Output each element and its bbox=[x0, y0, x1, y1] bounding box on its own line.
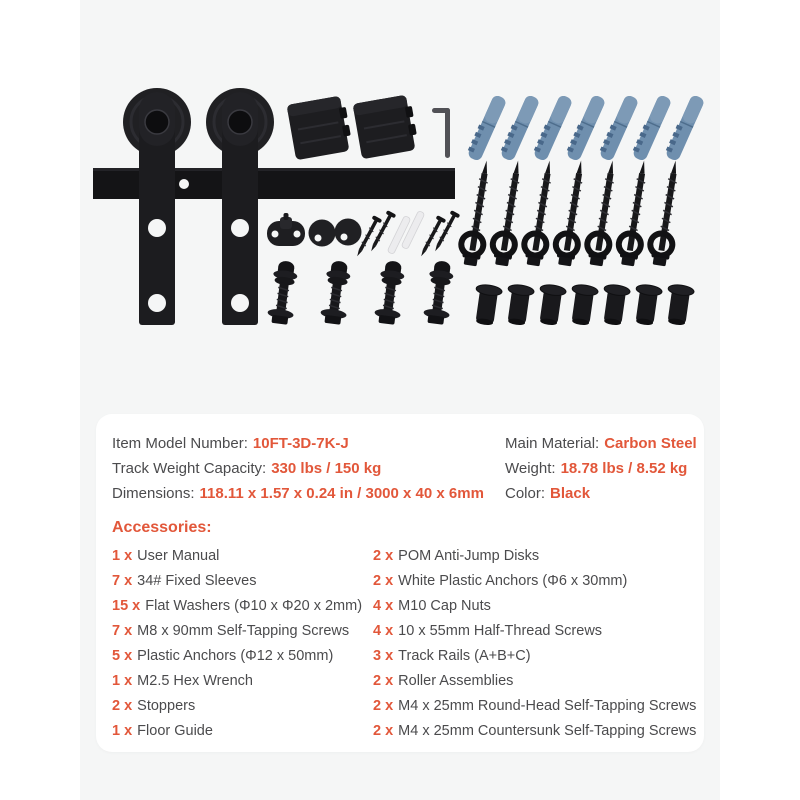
accessory-qty: 4 x bbox=[373, 623, 394, 639]
accessories-list-left bbox=[112, 544, 373, 744]
accessory-item bbox=[112, 594, 373, 619]
spec-row-material bbox=[505, 431, 697, 456]
accessory-item bbox=[373, 644, 696, 669]
accessory-item bbox=[373, 719, 696, 744]
spec-label: Color: bbox=[505, 485, 546, 502]
spec-row-weight bbox=[505, 456, 697, 481]
accessory-qty: 1 x bbox=[112, 548, 133, 564]
accessory-qty: 5 x bbox=[112, 648, 133, 664]
accessory-qty: 2 x bbox=[112, 698, 133, 714]
accessory-item bbox=[112, 619, 373, 644]
accessory-text: Flat Washers (Φ10 x Φ20 x 2mm) bbox=[145, 598, 363, 614]
accessory-item bbox=[112, 544, 373, 569]
accessory-qty: 2 x bbox=[373, 698, 394, 714]
accessory-item bbox=[373, 694, 696, 719]
accessory-text: M4 x 25mm Countersunk Self-Tapping Screws bbox=[398, 723, 697, 739]
accessory-qty: 2 x bbox=[373, 548, 394, 564]
spec-label: Weight: bbox=[505, 460, 556, 477]
accessory-item bbox=[373, 619, 696, 644]
accessory-text: M4 x 25mm Round-Head Self-Tapping Screws bbox=[398, 698, 697, 714]
spec-card bbox=[96, 414, 704, 752]
accessory-qty: 1 x bbox=[112, 673, 133, 689]
accessory-qty: 4 x bbox=[373, 598, 394, 614]
accessory-qty: 7 x bbox=[112, 623, 133, 639]
spec-value: 10FT-3D-7K-J bbox=[252, 435, 349, 452]
accessory-text: Floor Guide bbox=[137, 723, 213, 739]
spec-value: 330 lbs / 150 kg bbox=[271, 460, 382, 477]
accessory-qty: 2 x bbox=[373, 723, 394, 739]
fixed-sleeves bbox=[471, 283, 694, 326]
accessory-text: 10 x 55mm Half-Thread Screws bbox=[398, 623, 603, 639]
accessory-qty: 3 x bbox=[373, 648, 394, 664]
accessory-text: Track Rails (A+B+C) bbox=[398, 648, 531, 664]
accessory-text: Roller Assemblies bbox=[398, 673, 514, 689]
accessory-text: M2.5 Hex Wrench bbox=[137, 673, 253, 689]
accessory-text: M8 x 90mm Self-Tapping Screws bbox=[137, 623, 350, 639]
accessory-text: M10 Cap Nuts bbox=[398, 598, 491, 614]
spec-label: Main Material: bbox=[505, 435, 600, 452]
self-tapping-screws bbox=[458, 159, 685, 267]
bolt-assemblies bbox=[266, 260, 455, 326]
spec-column-right bbox=[505, 431, 697, 506]
accessory-text: Plastic Anchors (Φ12 x 50mm) bbox=[137, 648, 334, 664]
stopper-block-1 bbox=[287, 95, 354, 160]
spec-label: Track Weight Capacity: bbox=[112, 460, 267, 477]
spec-row-model bbox=[112, 431, 505, 456]
accessory-item bbox=[373, 594, 696, 619]
blue-plastic-anchors bbox=[465, 93, 705, 161]
accessory-item bbox=[112, 719, 373, 744]
accessory-text: POM Anti-Jump Disks bbox=[398, 548, 540, 564]
hex-wrench bbox=[432, 108, 450, 158]
spec-row-color bbox=[505, 481, 697, 506]
accessory-qty: 2 x bbox=[373, 573, 394, 589]
spec-value: 118.11 x 1.57 x 0.24 in / 3000 x 40 x 6mm bbox=[199, 485, 484, 502]
accessory-text: White Plastic Anchors (Φ6 x 30mm) bbox=[398, 573, 628, 589]
accessory-text: 34# Fixed Sleeves bbox=[137, 573, 257, 589]
floor-guide bbox=[267, 213, 305, 246]
spec-label: Dimensions: bbox=[112, 485, 195, 502]
accessory-item bbox=[373, 569, 696, 594]
product-photo bbox=[80, 0, 720, 410]
accessories-list-right bbox=[373, 544, 696, 744]
accessory-item bbox=[373, 669, 696, 694]
spec-value: 18.78 lbs / 8.52 kg bbox=[560, 460, 688, 477]
spec-value: Black bbox=[550, 485, 591, 502]
product-panel bbox=[80, 0, 720, 800]
accessories-heading: Accessories: bbox=[112, 519, 212, 536]
stopper-block-2 bbox=[353, 94, 420, 159]
accessories-section bbox=[112, 544, 697, 744]
spec-row-dimensions bbox=[112, 481, 505, 506]
accessory-text: Stoppers bbox=[137, 698, 196, 714]
accessory-qty: 15 x bbox=[112, 598, 141, 614]
accessory-item bbox=[373, 544, 696, 569]
roller-assembly-1 bbox=[123, 88, 191, 325]
accessory-item bbox=[112, 569, 373, 594]
anti-jump-disks bbox=[309, 219, 362, 247]
accessory-qty: 1 x bbox=[112, 723, 133, 739]
accessory-item bbox=[112, 669, 373, 694]
spec-column-left bbox=[112, 431, 505, 506]
accessory-item bbox=[112, 644, 373, 669]
spec-value: Carbon Steel bbox=[604, 435, 697, 452]
accessory-qty: 2 x bbox=[373, 673, 394, 689]
roller-assembly-2 bbox=[206, 88, 274, 325]
spec-label: Item Model Number: bbox=[112, 435, 248, 452]
accessory-qty: 7 x bbox=[112, 573, 133, 589]
accessory-text: User Manual bbox=[137, 548, 220, 564]
spec-section bbox=[112, 431, 697, 506]
accessory-item bbox=[112, 694, 373, 719]
spec-row-capacity bbox=[112, 456, 505, 481]
